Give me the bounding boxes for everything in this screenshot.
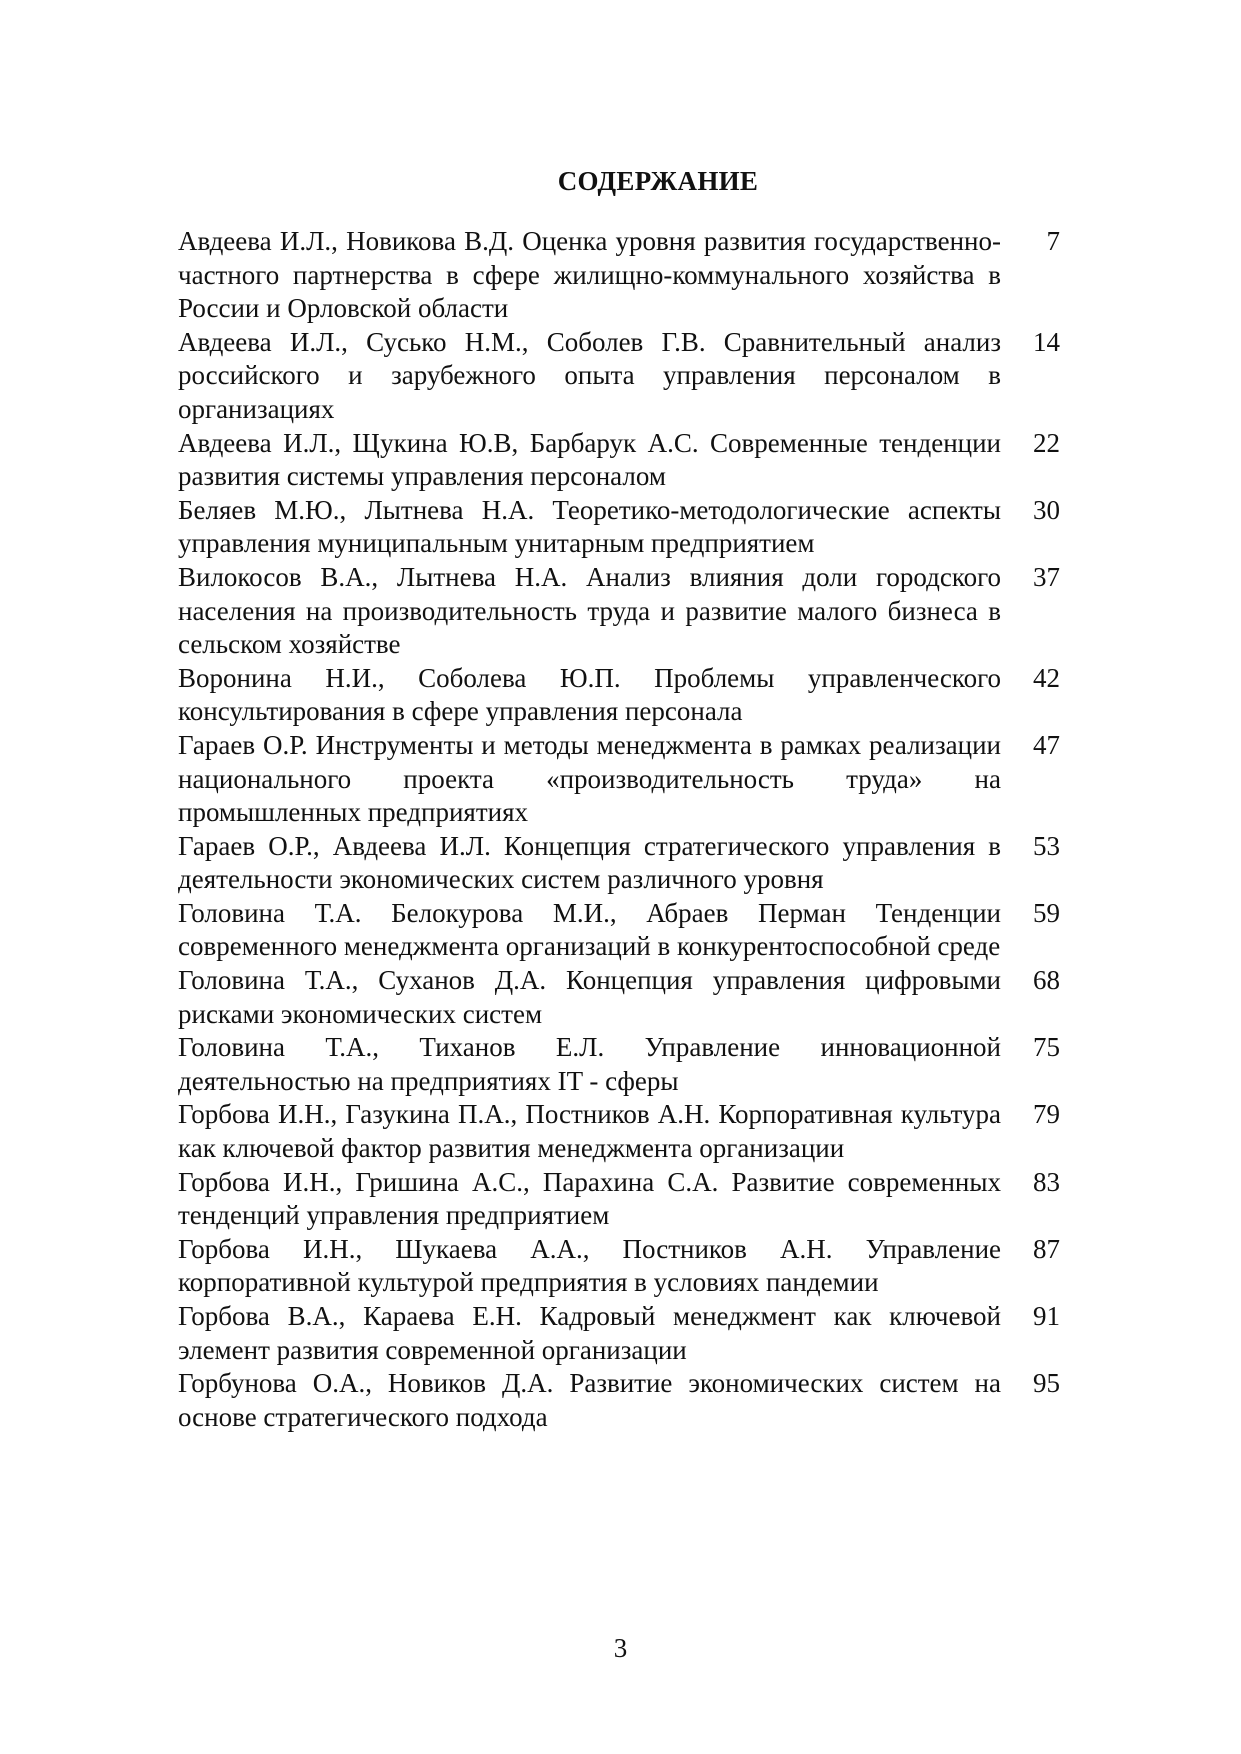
toc-entry-text: Горбова И.Н., Шукаева А.А., Постников А.Н. Управление корпоративной культурой предприятия в условиях пандемии <box>178 1233 1001 1298</box>
toc-entry <box>178 830 1060 897</box>
toc-entry-page: 79 <box>1033 1099 1060 1130</box>
toc-entry-text: Авдеева И.Л., Сусько Н.М., Соболев Г.В. Сравнительный анализ российского и зарубежного опыта управления персоналом в организациях <box>178 326 1001 424</box>
toc-entry-page: 22 <box>1033 427 1060 458</box>
toc-entry-text: Воронина Н.И., Соболева Ю.П. Проблемы управленческого консультирования в сфере управления персонала <box>178 662 1001 727</box>
toc-entry-text: Горбова И.Н., Газукина П.А., Постников А.Н. Корпоративная культура как ключевой фактор развития менеджмента организации <box>178 1099 1001 1164</box>
toc-entry <box>178 729 1060 830</box>
toc-entry-page: 37 <box>1033 561 1060 592</box>
toc-entry-text: Горбова И.Н., Гришина А.С., Парахина С.А. Развитие современных тенденций управления предприятием <box>178 1166 1001 1231</box>
page-number: 3 <box>613 1633 628 1663</box>
toc-entry-page: 59 <box>1033 897 1060 928</box>
toc-entry-text: Головина Т.А., Тиханов Е.Л. Управление инновационной деятельностью на предприятиях IT - сферы <box>178 1032 1001 1096</box>
toc-entry-page: 14 <box>1033 326 1060 357</box>
toc-entry-page: 7 <box>1046 226 1060 256</box>
toc-entry-page: 75 <box>1033 1032 1060 1063</box>
toc-entry-text: Головина Т.А., Суханов Д.А. Концепция управления цифровыми рисками экономических систем <box>178 965 1001 1029</box>
toc-entry-page: 91 <box>1033 1301 1060 1331</box>
toc-entry-text: Гараев О.Р. Инструменты и методы менеджмента в рамках реализации национального проекта «производительность труда» на промышленных предприятиях <box>178 729 1001 828</box>
toc-entry <box>178 561 1060 662</box>
toc-entry-page: 47 <box>1033 729 1060 760</box>
table-of-contents <box>178 225 1060 1434</box>
toc-entry-page: 95 <box>1033 1368 1060 1399</box>
toc-entry-text: Горбова В.А., Караева Е.Н. Кадровый менеджмент как ключевой элемент развития современной организации <box>178 1301 1001 1365</box>
toc-entry <box>178 1367 1060 1434</box>
toc-entry-text: Вилокосов В.А., Лытнева Н.А. Анализ влияния доли городского населения на производительность труда и развитие малого бизнеса в сельском хозяйстве <box>178 561 1001 660</box>
toc-entry-text: Авдеева И.Л., Щукина Ю.В, Барбарук А.С. Современные тенденции развития системы управления персоналом <box>178 427 1001 492</box>
toc-entry <box>178 1300 1060 1367</box>
toc-entry-page: 42 <box>1033 662 1060 693</box>
toc-entry-text: Горбунова О.А., Новиков Д.А. Развитие экономических систем на основе стратегического подхода <box>178 1368 1001 1432</box>
toc-entry <box>178 1031 1060 1098</box>
toc-entry-page: 30 <box>1033 494 1060 525</box>
page-title: СОДЕРЖАНИЕ <box>557 166 759 196</box>
toc-entry <box>178 1166 1060 1233</box>
toc-entry <box>178 964 1060 1031</box>
toc-entry-text: Авдеева И.Л., Новикова В.Д. Оценка уровня развития государственно-частного партнерства в сфере жилищно-коммунального хозяйства в России и Орловской области <box>178 226 1001 324</box>
toc-entry <box>178 494 1060 561</box>
toc-entry <box>178 1098 1060 1165</box>
toc-entry-text: Гараев О.Р., Авдеева И.Л. Концепция стратегического управления в деятельности экономических систем различного уровня <box>178 830 1001 895</box>
toc-entry-text: Головина Т.А. Белокурова М.И., Абраев Перман Тенденции современного менеджмента организаций в конкурентоспособной среде <box>178 897 1001 962</box>
toc-entry <box>178 662 1060 729</box>
toc-entry <box>178 1233 1060 1300</box>
toc-entry <box>178 897 1060 964</box>
toc-entry-page: 68 <box>1033 965 1060 996</box>
toc-entry-page: 83 <box>1033 1166 1060 1197</box>
toc-entry-text: Беляев М.Ю., Лытнева Н.А. Теоретико-методологические аспекты управления муниципальным унитарным предприятием <box>178 494 1001 559</box>
toc-entry <box>178 225 1060 326</box>
toc-entry <box>178 326 1060 427</box>
toc-entry <box>178 427 1060 494</box>
toc-entry-page: 87 <box>1033 1233 1060 1264</box>
toc-entry-page: 53 <box>1033 830 1060 861</box>
